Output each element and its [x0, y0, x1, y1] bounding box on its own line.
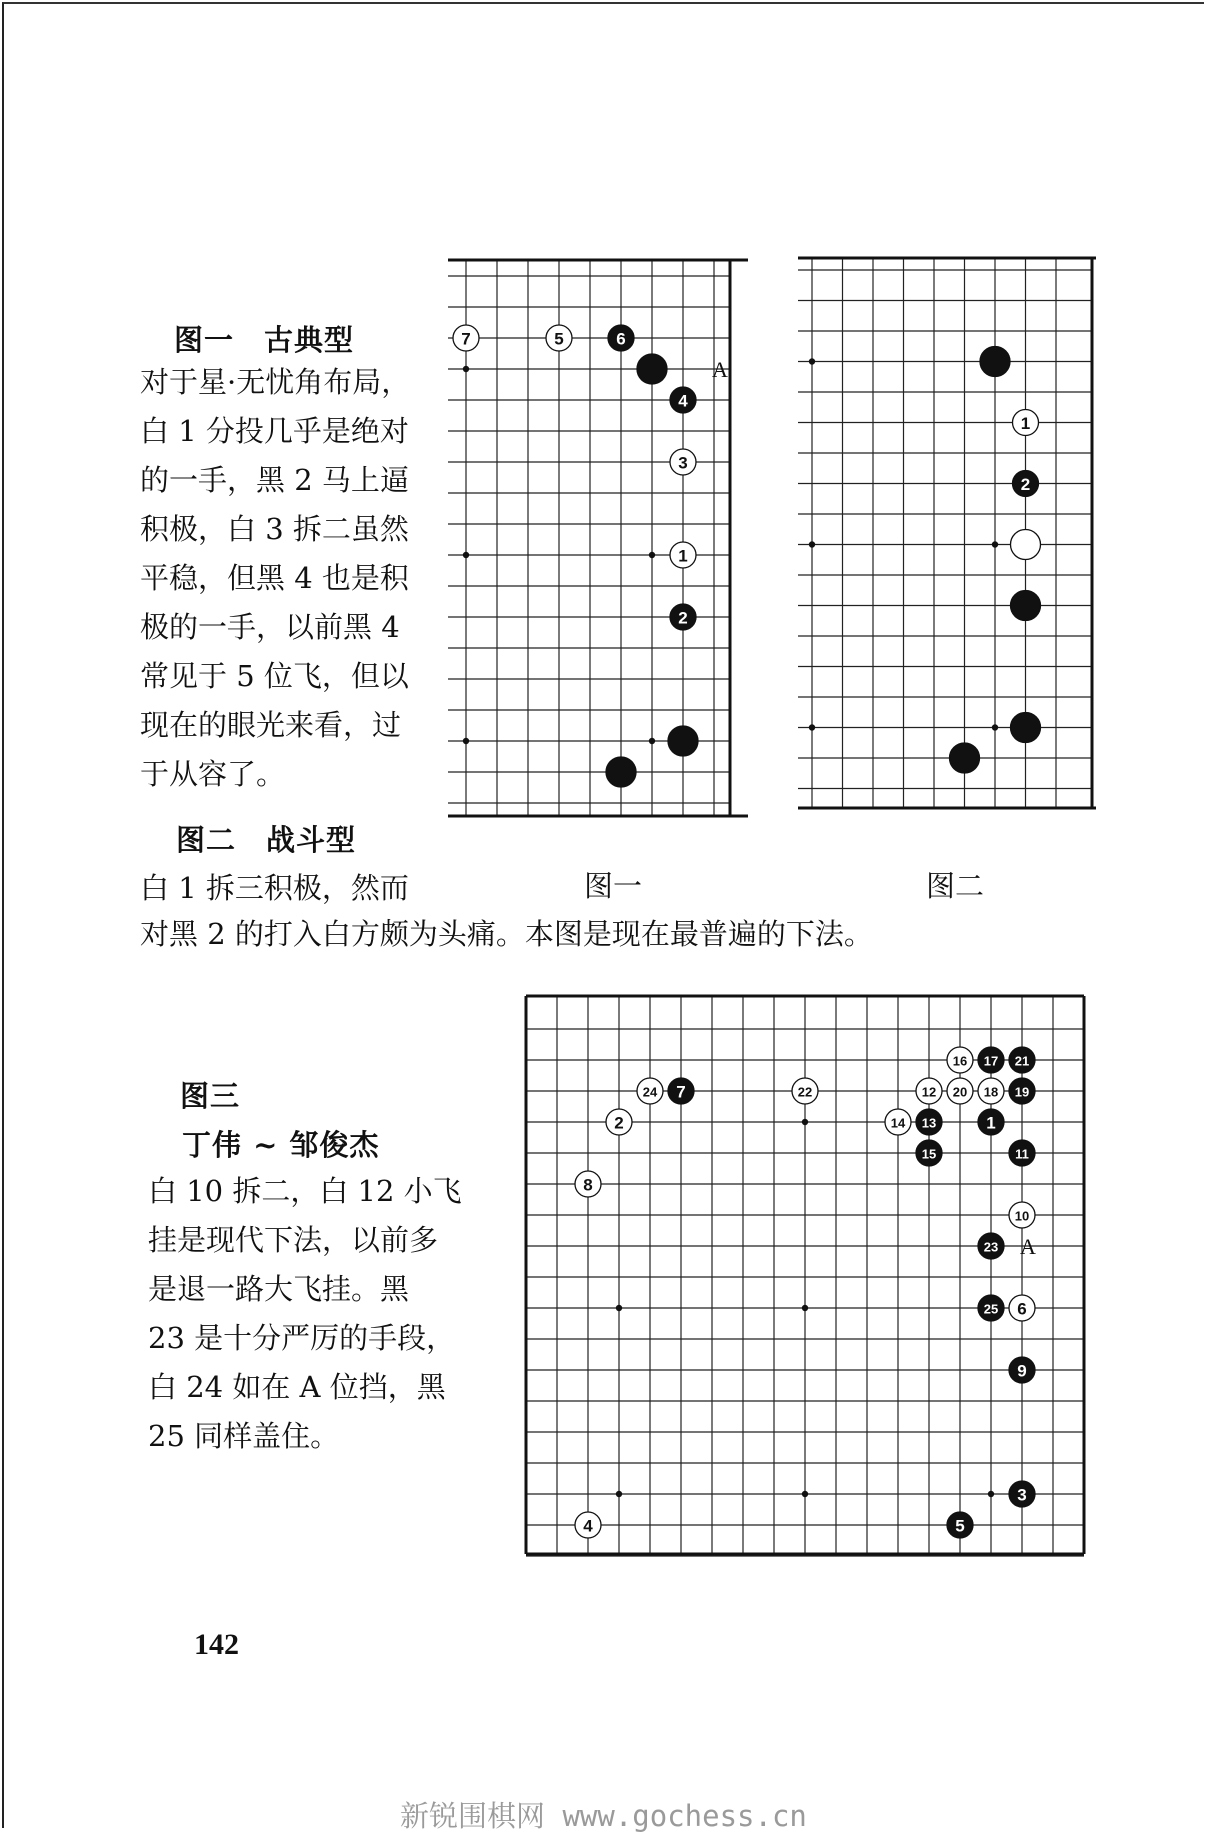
star-point — [649, 552, 655, 558]
star-point — [616, 1305, 622, 1311]
figure1-line: 于从容了。 — [140, 757, 286, 791]
black-stone — [1011, 591, 1041, 621]
star-point — [809, 541, 815, 547]
page-number: 142 — [194, 1628, 239, 1661]
star-point — [809, 724, 815, 730]
star-point — [988, 1491, 994, 1497]
star-point — [463, 738, 469, 744]
star-point — [802, 1119, 808, 1125]
figure3-line: 白 24 如在 A 位挡，黑 — [148, 1370, 446, 1404]
figure1-line: 现在的眼光来看，过 — [140, 708, 402, 742]
figure1-line: 对于星·无忧角布局， — [140, 365, 411, 399]
star-point — [649, 738, 655, 744]
figure3-line: 是退一路大飞挂。黑 — [148, 1272, 410, 1306]
watermark: 新锐围棋网 www.gochess.cn — [400, 1799, 807, 1833]
black-stone — [1011, 713, 1041, 743]
move-number: 24 — [642, 1084, 658, 1100]
move-number: 3 — [678, 453, 688, 473]
move-number: 16 — [952, 1053, 968, 1069]
figure2-line: 对黑 2 的打入白方颇为头痛。本图是现在最普遍的下法。 — [140, 917, 873, 951]
move-number: 4 — [583, 1516, 593, 1536]
move-number: 2 — [678, 608, 688, 628]
white-stone — [1011, 530, 1041, 560]
grid-lines — [798, 258, 1092, 808]
move-number: 7 — [676, 1082, 686, 1102]
star-point — [992, 724, 998, 730]
move-number: 22 — [797, 1084, 813, 1100]
move-number: 14 — [890, 1115, 906, 1131]
figure3-line: 25 同样盖住。 — [148, 1419, 340, 1453]
figure1-heading: 图一 古典型 — [174, 323, 355, 357]
star-point — [802, 1305, 808, 1311]
move-number: 1 — [986, 1113, 996, 1133]
move-number: 3 — [1017, 1485, 1027, 1505]
go-board — [798, 258, 1096, 808]
move-number: 1 — [1020, 414, 1031, 433]
figure1-line: 白 1 分投几乎是绝对 — [140, 414, 409, 448]
move-number: 5 — [554, 329, 564, 349]
move-number: 12 — [921, 1084, 937, 1100]
figure3-line: 挂是现代下法，以前多 — [148, 1223, 439, 1257]
move-number: 15 — [921, 1146, 937, 1162]
figure1-line: 积极，白 3 拆二虽然 — [140, 512, 409, 546]
figure3-players: 丁伟 ~ 邹俊杰 — [182, 1128, 380, 1162]
move-number: 21 — [1014, 1053, 1030, 1069]
go-board — [448, 260, 748, 816]
figure3-board — [526, 996, 1088, 1556]
figure2-caption: 图二 — [926, 869, 985, 903]
star-point — [463, 366, 469, 372]
black-stone — [606, 757, 636, 787]
figure3-line: 白 10 拆二，白 12 小飞 — [148, 1174, 462, 1208]
figure1-line: 极的一手，以前黑 4 — [140, 610, 400, 644]
figure1-line: 常见于 5 位飞，但以 — [140, 659, 409, 693]
figure3-heading: 图三 — [180, 1079, 241, 1113]
star-point — [616, 1491, 622, 1497]
move-number: 1 — [678, 546, 688, 566]
figure2-line: 白 1 拆三积极，然而 — [140, 871, 409, 905]
move-number: 7 — [461, 329, 471, 349]
move-number: 23 — [983, 1239, 999, 1255]
move-number: 6 — [616, 329, 626, 349]
figure2-heading: 图二 战斗型 — [176, 823, 357, 857]
move-number: 11 — [1015, 1146, 1029, 1162]
move-number: 13 — [921, 1115, 937, 1131]
figure1-board — [448, 260, 748, 816]
star-point — [802, 1491, 808, 1497]
move-number: 5 — [955, 1516, 965, 1536]
figure3-line: 23 是十分严厉的手段， — [148, 1321, 456, 1355]
move-number: 20 — [952, 1084, 968, 1100]
figure2-board — [798, 258, 1096, 808]
move-number: 8 — [583, 1175, 593, 1195]
move-number: 2 — [614, 1113, 624, 1133]
black-stone — [637, 354, 667, 384]
move-number: 2 — [1020, 475, 1031, 494]
figure1-line: 的一手，黑 2 马上逼 — [140, 463, 409, 497]
black-stone — [980, 347, 1010, 377]
move-number: 9 — [1017, 1361, 1027, 1381]
figure1-caption: 图一 — [584, 869, 643, 903]
figure1-line: 平稳，但黑 4 也是积 — [140, 561, 409, 595]
star-point — [809, 358, 815, 364]
move-number: 18 — [983, 1084, 999, 1100]
star-point — [463, 552, 469, 558]
position-mark-a: A — [1020, 1234, 1036, 1259]
move-number: 17 — [983, 1053, 999, 1069]
black-stone — [950, 743, 980, 773]
move-number: 19 — [1014, 1084, 1030, 1100]
move-number: 10 — [1014, 1208, 1030, 1224]
move-number: 25 — [983, 1301, 999, 1317]
move-number: 6 — [1017, 1299, 1027, 1319]
black-stone — [668, 726, 698, 756]
go-board — [526, 996, 1088, 1556]
star-point — [992, 541, 998, 547]
move-number: 4 — [678, 391, 688, 411]
position-mark-a: A — [712, 357, 728, 382]
